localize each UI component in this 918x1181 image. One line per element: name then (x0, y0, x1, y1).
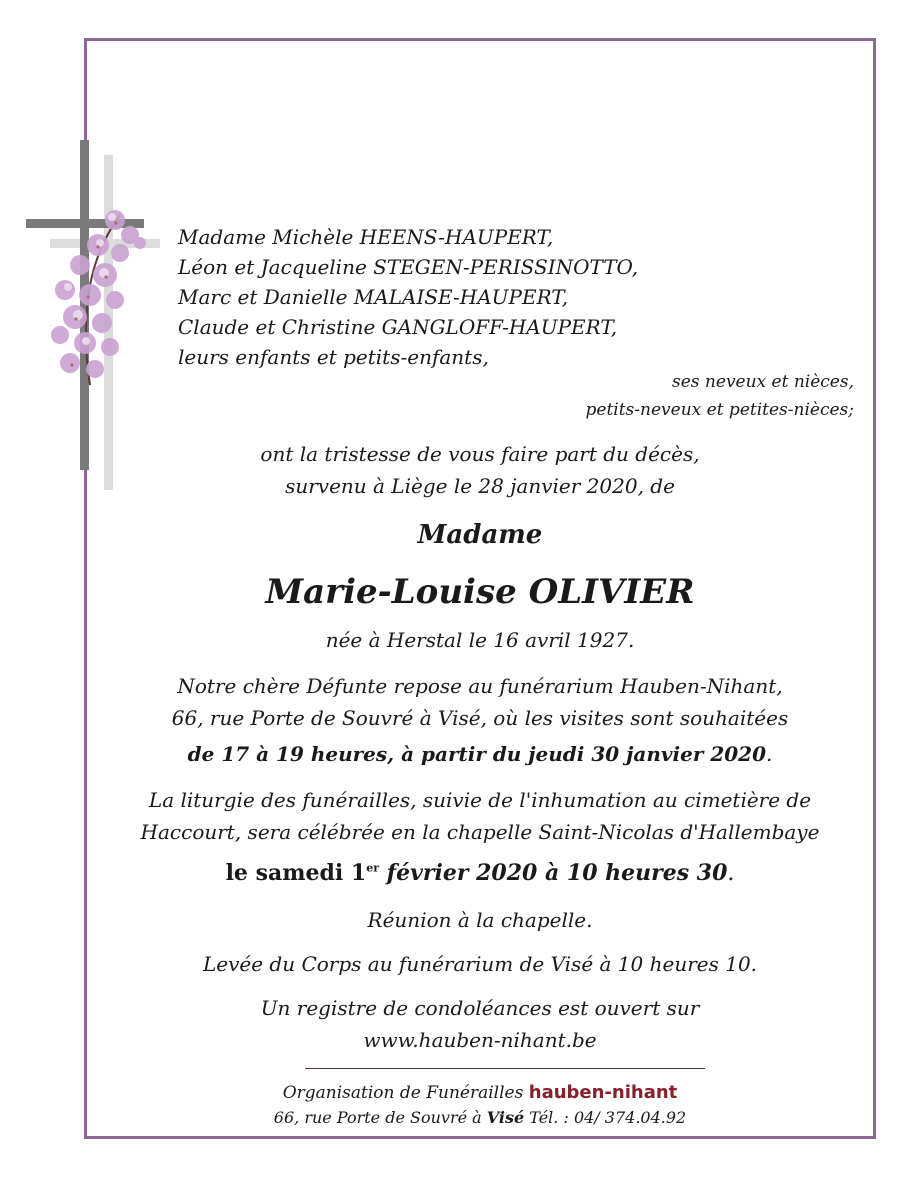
levee-info: Levée du Corps au funérarium de Visé à 10 heures 10. (202, 952, 758, 976)
family-line: Claude et Christine GANGLOFF-HAUPERT, (178, 315, 618, 339)
footer-divider (305, 1068, 705, 1069)
liturgy-line: La liturgie des funérailles, suivie de l'inhumation au cimetière de (148, 788, 812, 812)
footer-address (84, 1108, 876, 1127)
family-line: Léon et Jacqueline STEGEN-PERISSINOTTO, (178, 255, 639, 279)
extended-family (586, 368, 854, 424)
birth-info: née à Herstal le 16 avril 1927. (325, 628, 635, 652)
family-list (178, 222, 638, 372)
visitation-hours-text: de 17 à 19 heures, à partir du jeudi 30 janvier 2020 (187, 742, 766, 766)
funeral-date-sup: er (366, 861, 379, 875)
funeral-date-end: . (727, 861, 735, 886)
footer-address-b: Tél. : 04/ 374.04.92 (524, 1108, 687, 1127)
registry-link[interactable]: www.hauben-nihant.be (363, 1028, 597, 1052)
visitation-hours (84, 742, 876, 766)
visitation-hours-end: . (766, 742, 773, 766)
family-line: Marc et Danielle MALAISE-HAUPERT, (178, 285, 569, 309)
deceased-name: Marie-Louise OLIVIER (265, 572, 695, 612)
liturgy-line: Haccourt, sera célébrée en la chapelle Saint-Nicolas d'Hallembaye (140, 820, 820, 844)
visitation-line: 66, rue Porte de Souvré à Visé, où les visites sont souhaitées (171, 706, 789, 730)
extended-line: petits-neveux et petites-nièces; (585, 400, 854, 420)
funeral-date-b: février 2020 à 10 heures 30 (379, 860, 728, 886)
funeral-date (84, 860, 876, 886)
announcement-line: survenu à Liège le 28 janvier 2020, de (285, 474, 675, 498)
cross-with-blossoms-icon (20, 135, 160, 495)
visitation-line: Notre chère Défunte repose au funérarium Hauben-Nihant, (177, 674, 783, 698)
registry-line: Un registre de condoléances est ouvert sur (260, 996, 700, 1020)
deceased-title: Madame (417, 520, 543, 550)
family-line: Madame Michèle HEENS-HAUPERT, (178, 225, 554, 249)
announcement-line: ont la tristesse de vous faire part du décès, (260, 442, 700, 466)
footer-address-a: 66, rue Porte de Souvré à (273, 1108, 487, 1127)
meeting-info: Réunion à la chapelle. (367, 908, 593, 932)
extended-line: ses neveux et nièces, (672, 372, 854, 392)
footer-address-city: Visé (486, 1108, 525, 1127)
footer-org (84, 1082, 876, 1103)
footer-org-label: Organisation de Funérailles (282, 1083, 529, 1103)
brand-logo: hauben-nihant (528, 1082, 678, 1103)
funeral-date-a: le samedi 1 (225, 860, 367, 886)
family-line: leurs enfants et petits-enfants, (178, 345, 489, 369)
